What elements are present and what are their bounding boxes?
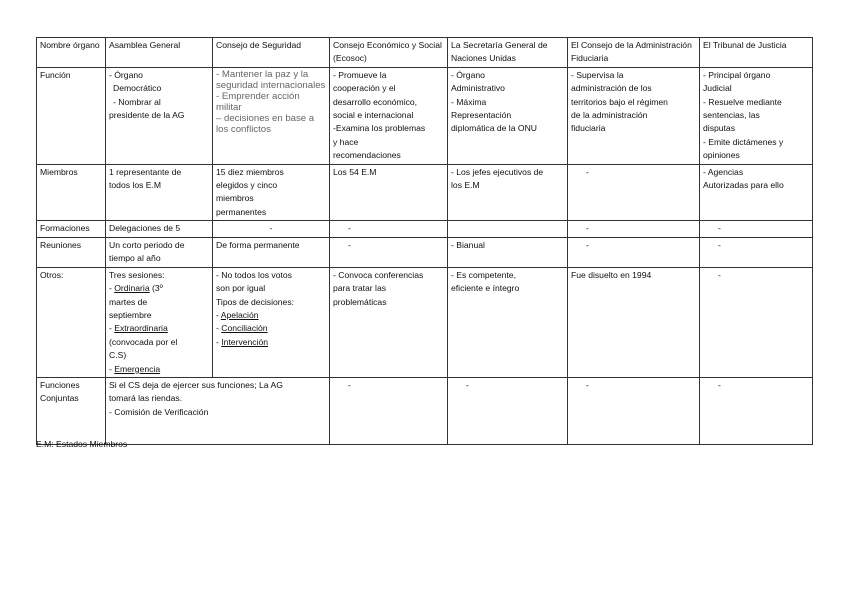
cell-funcion-ag: [106, 67, 213, 164]
row-label: Miembros: [37, 164, 106, 221]
cell-conjuntas-sg: -: [448, 377, 568, 444]
session-type-extraordinaria: Extraordinaria: [114, 323, 168, 334]
decision-intervencion: Intervención: [221, 336, 269, 347]
cell-formaciones-cs: -: [213, 221, 330, 237]
cell-line: 15 diez miembros: [216, 166, 284, 177]
cell-line: - Emprender acción militar: [216, 90, 300, 113]
cell-conjuntas-ecosoc: -: [330, 377, 448, 444]
cell-formaciones-sg: [448, 221, 568, 237]
cell-funcion-caf: [568, 67, 700, 164]
cell-line: Administrativo: [451, 83, 505, 94]
footnote: E.M: Estados Miembros: [36, 439, 128, 449]
cell-line: -Examina los problemas: [333, 123, 426, 134]
cell-otros-cs: [213, 267, 330, 377]
header-cell-nombre: Nombre órgano: [37, 38, 106, 68]
prefix: -: [109, 323, 115, 334]
cell-line: disputas: [703, 123, 736, 134]
cell-line: - Órgano: [109, 69, 143, 80]
cell-funcion-cs: [213, 67, 330, 164]
cell-otros-ecosoc: [330, 267, 448, 377]
emergencia-line: [109, 363, 209, 376]
cell-line: territorios bajo el régimen: [571, 96, 668, 107]
extraordinaria-line: [109, 322, 209, 335]
comparison-table: [36, 37, 813, 445]
cell-otros-tj: -: [700, 267, 813, 377]
cell-line: opiniones: [703, 150, 740, 161]
header-cell-tj: El Tribunal de Justicia: [700, 38, 813, 68]
header-row: [37, 38, 813, 68]
cell-line: social e internacional: [333, 110, 414, 121]
cell-line: - No todos los votos: [216, 269, 292, 280]
cell-conjuntas-tj: -: [700, 377, 813, 444]
cell-line: Tres sesiones:: [109, 269, 165, 280]
cell-line: Conjuntas: [40, 393, 79, 404]
cell-line: Judicial: [703, 83, 732, 94]
cell-line: - Convoca conferencias: [333, 269, 424, 280]
cell-line: de la administración: [571, 110, 648, 121]
cell-line: - Los jefes ejecutivos de: [451, 166, 544, 177]
cell-line: - Resuelve mediante: [703, 96, 782, 107]
prefix: -: [216, 336, 222, 347]
cell-line: y hace: [333, 136, 359, 147]
cell-line: septiembre: [109, 309, 152, 320]
cell-line: - Supervisa la: [571, 69, 624, 80]
cell-line: - Emite dictámenes y: [703, 136, 784, 147]
cell-formaciones-ag: Delegaciones de 5: [106, 221, 213, 237]
cell-otros-sg: [448, 267, 568, 377]
cell-miembros-ecosoc: Los 54 E.M: [330, 164, 448, 221]
cell-line: Autorizadas para ello: [703, 180, 784, 191]
header-cell-cs: Consejo de Seguridad: [213, 38, 330, 68]
cell-miembros-caf: -: [568, 164, 700, 221]
cell-line: elegidos y cinco: [216, 180, 278, 191]
cell-line: - Promueve la: [333, 69, 387, 80]
prefix: -: [216, 323, 222, 334]
cell-formaciones-tj: -: [700, 221, 813, 237]
decision-conciliacion: Conciliación: [221, 323, 268, 334]
cell-line: martes de: [109, 296, 148, 307]
cell-line: C.S): [109, 350, 127, 361]
cell-line: los E.M: [451, 180, 480, 191]
cell-line: son por igual: [216, 283, 266, 294]
cell-line: - Comisión de Verificación: [109, 406, 209, 417]
cell-reuniones-ecosoc: -: [330, 237, 448, 267]
cell-funcion-tj: [700, 67, 813, 164]
cell-line: - Máxima: [451, 96, 487, 107]
cell-line: fiduciaria: [571, 123, 606, 134]
header-cell-caf: El Consejo de la Administración Fiduciaria: [568, 38, 700, 68]
row-label: [37, 377, 106, 444]
decision-apelacion: Apelación: [220, 309, 259, 320]
cell-line: Funciones: [40, 379, 80, 390]
cell-reuniones-sg: - Bianual: [448, 237, 568, 267]
row-otros: [37, 267, 813, 377]
row-formaciones: [37, 221, 813, 237]
cell-line: Tipos de decisiones:: [216, 296, 295, 307]
prefix: -: [109, 283, 115, 294]
cell-line: miembros: [216, 193, 254, 204]
cell-miembros-ag: [106, 164, 213, 221]
cell-line: todos los E.M: [109, 180, 162, 191]
cell-funcion-ecosoc: [330, 67, 448, 164]
cell-line: Si el CS deja de ejercer sus funciones; La AG: [109, 379, 283, 390]
row-funciones-conjuntas: [37, 377, 813, 444]
intervencion-line: [216, 336, 326, 349]
cell-reuniones-ag: [106, 237, 213, 267]
cell-miembros-sg: [448, 164, 568, 221]
cell-line: tomará las riendas.: [109, 393, 183, 404]
cell-line: diplomática de la ONU: [451, 123, 537, 134]
header-cell-sg: La Secretaría General de Naciones Unidas: [448, 38, 568, 68]
cell-line: recomendaciones: [333, 150, 401, 161]
row-funcion: [37, 67, 813, 164]
cell-line: – decisiones en base a los conflictos: [216, 112, 315, 135]
cell-reuniones-caf: -: [568, 237, 700, 267]
cell-line: eficiente e íntegro: [451, 283, 520, 294]
cell-miembros-cs: [213, 164, 330, 221]
row-label: Reuniones: [37, 237, 106, 267]
session-type-ordinaria: Ordinaria: [114, 283, 150, 294]
cell-reuniones-tj: -: [700, 237, 813, 267]
cell-line: - Principal órgano: [703, 69, 771, 80]
cell-line: presidente de la AG: [109, 110, 185, 121]
cell-line: (convocada por el: [109, 336, 178, 347]
cell-line: - Es competente,: [451, 269, 516, 280]
cell-conjuntas-ag-cs: [106, 377, 330, 444]
cell-funcion-sg: [448, 67, 568, 164]
cell-line: cooperación y el: [333, 83, 396, 94]
cell-line: desarrollo económico,: [333, 96, 418, 107]
cell-line: Democrático: [113, 83, 162, 94]
ordinaria-line: [109, 282, 209, 295]
session-note: (3º: [149, 283, 163, 294]
header-cell-ecosoc: Consejo Económico y Social (Ecosoc): [330, 38, 448, 68]
cell-formaciones-caf: -: [568, 221, 700, 237]
conciliacion-line: [216, 322, 326, 335]
cell-miembros-tj: [700, 164, 813, 221]
cell-otros-ag: [106, 267, 213, 377]
cell-line: Un corto periodo de: [109, 239, 185, 250]
cell-line: para tratar las: [333, 283, 387, 294]
row-label: Formaciones: [37, 221, 106, 237]
prefix: -: [109, 363, 115, 374]
cell-line: - Nombrar al: [113, 96, 161, 107]
cell-line: administración de los: [571, 83, 652, 94]
cell-otros-caf: Fue disuelto en 1994: [568, 267, 700, 377]
cell-line: permanentes: [216, 206, 267, 217]
cell-line: problemáticas: [333, 296, 387, 307]
row-label: Función: [37, 67, 106, 164]
cell-reuniones-cs: De forma permanente: [213, 237, 330, 267]
cell-line: - Mantener la paz y la seguridad internacionales: [216, 68, 326, 91]
cell-formaciones-ecosoc: -: [330, 221, 448, 237]
cell-conjuntas-caf: -: [568, 377, 700, 444]
cell-line: - Agencias: [703, 166, 744, 177]
cell-line: tiempo al año: [109, 253, 161, 264]
cell-line: Representación: [451, 110, 512, 121]
cell-line: - Órgano: [451, 69, 485, 80]
cell-line: 1 representante de: [109, 166, 182, 177]
header-cell-ag: Asamblea General: [106, 38, 213, 68]
row-reuniones: [37, 237, 813, 267]
cell-line: sentencias, las: [703, 110, 760, 121]
row-miembros: [37, 164, 813, 221]
apelacion-line: [216, 309, 326, 322]
session-type-emergencia: Emergencia: [114, 363, 161, 374]
row-label: Otros:: [37, 267, 106, 377]
prefix: -: [216, 309, 221, 320]
